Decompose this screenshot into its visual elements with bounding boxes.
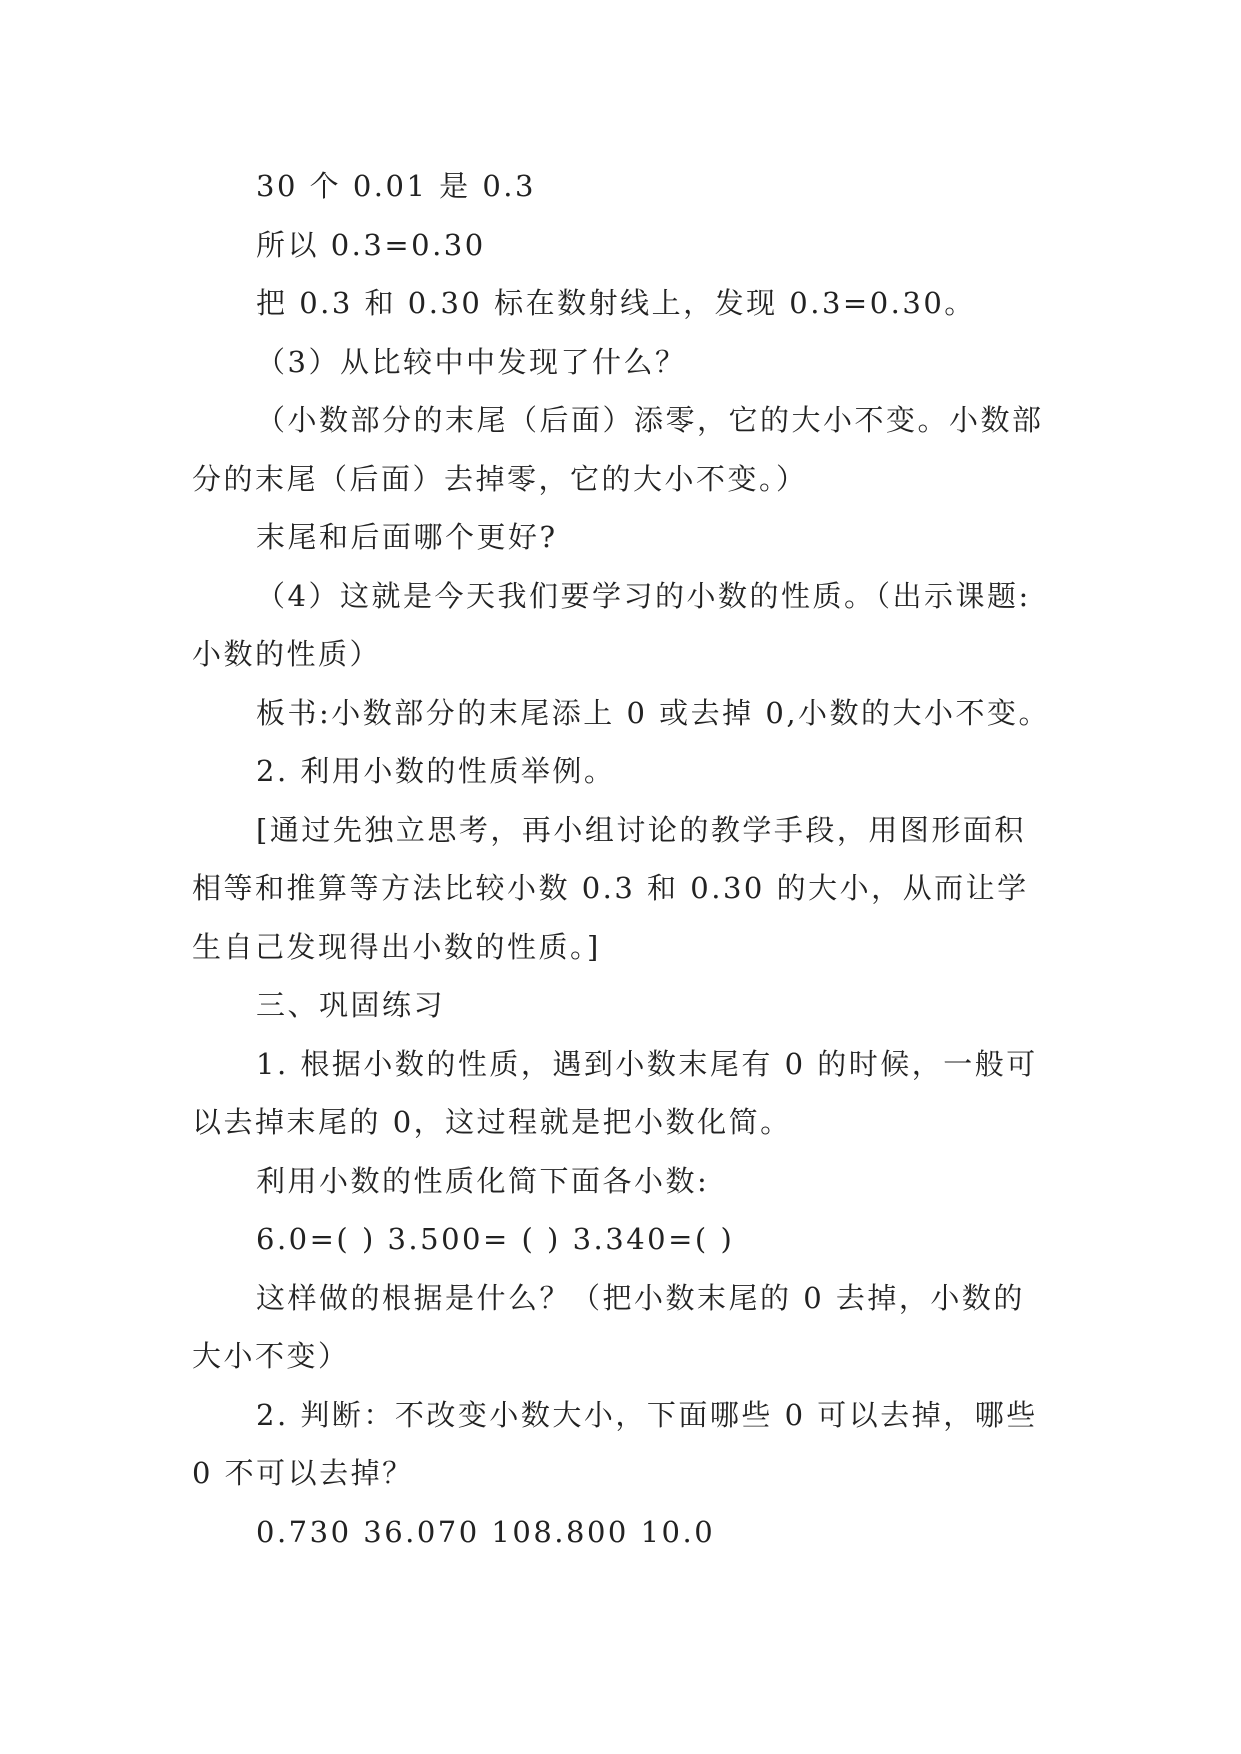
paragraph-16: 2. 判断：不改变小数大小，下面哪些 0 可以去掉，哪些 0 不可以去掉？ <box>192 1397 1038 1490</box>
body-text <box>192 157 1054 1561</box>
paragraph-17: 0.730 36.070 108.800 10.0 <box>256 1514 716 1549</box>
paragraph-12: 1. 根据小数的性质，遇到小数末尾有 0 的时候，一般可以去掉末尾的 0，这过程就是把小数化简。 <box>192 1046 1038 1139</box>
section-heading: 三、巩固练习 <box>256 988 446 1022</box>
paragraph-1: 30 个 0.01 是 0.3 <box>256 169 536 203</box>
paragraph-14: 6.0=( ) 3.500= ( ) 3.340=( ) <box>256 1222 735 1256</box>
paragraph-7: （4）这就是今天我们要学习的小数的性质。（出示课题:小数的性质） <box>192 578 1031 671</box>
paragraph-4: （3）从比较中中发现了什么？ <box>256 344 687 379</box>
paragraph-2: 所以 0.3=0.30 <box>256 227 486 262</box>
paragraph-10: [通过先独立思考，再小组讨论的教学手段，用图形面积相等和推算等方法比较小数 0.3 和 0.30 的大小，从而让学生自己发现得出小数的性质。] <box>192 812 1029 964</box>
paragraph-5: （小数部分的末尾（后面）添零，它的大小不变。小数部分的末尾（后面）去掉零，它的大小不变。） <box>192 403 1044 496</box>
paragraph-6: 末尾和后面哪个更好? <box>256 520 558 554</box>
paragraph-3: 把 0.3 和 0.30 标在数射线上，发现 0.3=0.30。 <box>256 286 976 320</box>
paragraph-8: 板书:小数部分的末尾添上 0 或去掉 0,小数的大小不变。 <box>256 695 1051 730</box>
paragraph-9: 2. 利用小数的性质举例。 <box>256 754 616 788</box>
paragraph-15: 这样做的根据是什么？（把小数末尾的 0 去掉，小数的大小不变） <box>192 1280 1025 1373</box>
paragraph-13: 利用小数的性质化简下面各小数: <box>256 1163 710 1198</box>
